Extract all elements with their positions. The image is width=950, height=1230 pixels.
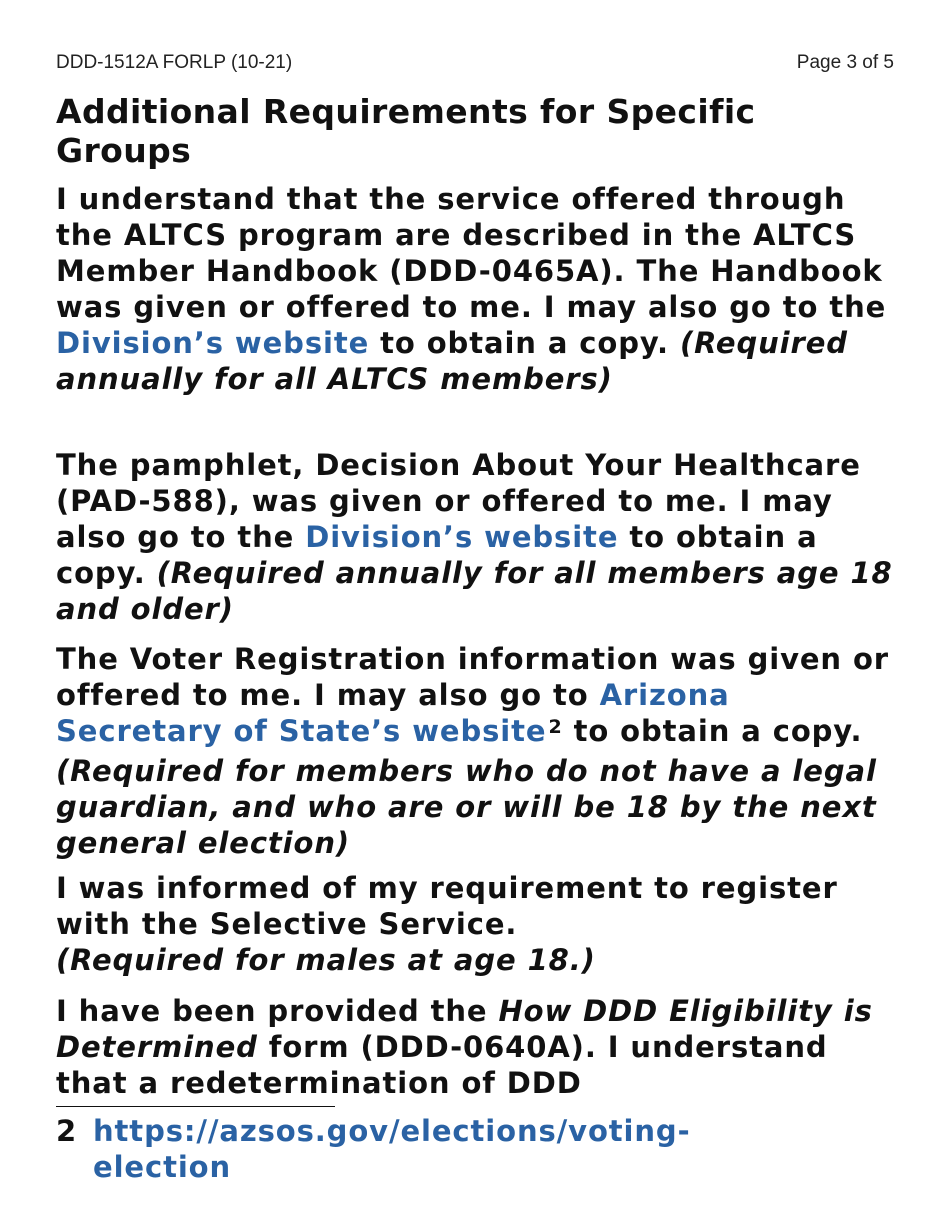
- paragraph-selective-service: [56, 870, 901, 978]
- eligibility-text: I have been provided the: [56, 994, 499, 1028]
- footnote-url-link[interactable]: https://azsos.gov/elections/voting-election: [93, 1114, 691, 1184]
- paragraph-pamphlet: [56, 447, 901, 627]
- paragraph-voter-registration: [56, 641, 901, 861]
- page-number: Page 3 of 5: [796, 52, 894, 73]
- secretary-of-state-link[interactable]: Arizona Secretary of State’s website: [56, 678, 730, 748]
- selective-service-text: I was informed of my requirement to register with the Selective Service.: [56, 871, 838, 941]
- pamphlet-requirement-note: (Required annually for all members age 18 and older): [56, 556, 893, 626]
- paragraph-handbook: [56, 181, 901, 397]
- division-website-link[interactable]: Division’s website: [305, 520, 619, 554]
- eligibility-form-title: How DDD Eligibility is Determined: [56, 994, 873, 1064]
- handbook-text-end: to obtain a copy.: [369, 326, 680, 360]
- voter-requirement-note: (Required for members who do not have a legal guardian, and who are or will be 18 by the next general election): [56, 754, 877, 860]
- division-website-link[interactable]: Division’s website: [56, 326, 370, 360]
- selective-service-requirement-note: (Required for males at age 18.): [56, 943, 596, 977]
- paragraph-eligibility: [56, 993, 901, 1101]
- footnote: [56, 1113, 856, 1185]
- pamphlet-text: The pamphlet, Decision About Your Healthcare (PAD-588), was given or offered to me. I may also go to the: [56, 448, 861, 554]
- footnote-divider: [56, 1106, 335, 1107]
- page-header: [56, 52, 894, 74]
- eligibility-text-end: form (DDD-0640A). I understand that a redetermination of DDD: [56, 1030, 828, 1100]
- voter-text-end: to obtain a copy.: [562, 714, 863, 748]
- footnote-number: 2: [56, 1114, 78, 1148]
- voter-text: The Voter Registration information was given or offered to me. I may also go to: [56, 642, 890, 712]
- section-title: Additional Requirements for Specific Groups: [56, 92, 756, 170]
- footnote-reference: 2: [548, 716, 563, 738]
- handbook-text: I understand that the service offered through the ALTCS program are described in the ALTCS Member Handbook (DDD-0465A). The Handbook was given or offered to me. I may also go to the: [56, 182, 887, 324]
- pamphlet-text-end: to obtain a copy.: [56, 520, 818, 590]
- form-id: DDD-1512A FORLP (10-21): [56, 52, 293, 73]
- handbook-requirement-note: (Required annually for all ALTCS members): [56, 326, 848, 396]
